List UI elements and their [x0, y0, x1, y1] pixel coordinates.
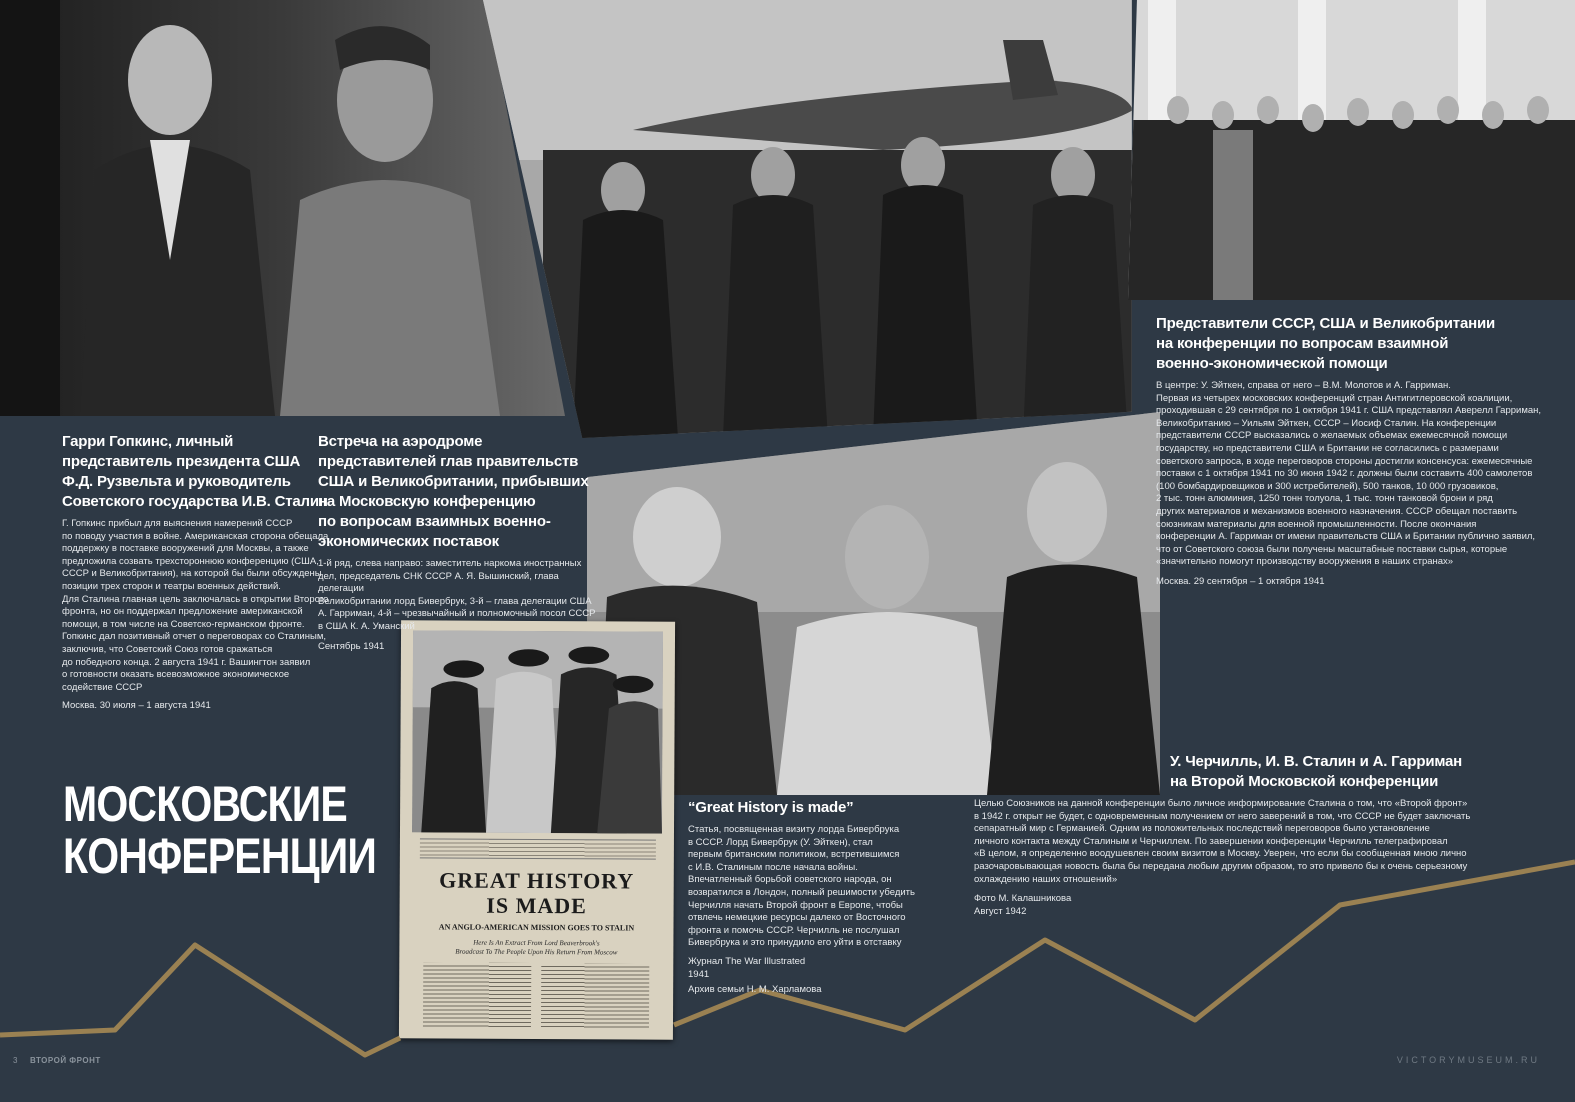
footer-section-label: ВТОРОЙ ФРОНТ — [30, 1056, 101, 1065]
photo-hopkins-stalin — [0, 0, 565, 416]
caption-group-lead: В центре: У. Эйткен, справа от него – В.М. Молотов и А. Гарриман. — [1156, 380, 1451, 391]
magazine-column-right — [541, 963, 649, 1030]
caption-hopkins — [62, 432, 332, 712]
footer-site-link[interactable]: VICTORYMUSEUM.RU — [1396, 1055, 1540, 1065]
caption-airfield-title: Встреча на аэродроме представителей глав правительств США и Великобритании, прибывших на Московскую конференцию по вопросам взаимных военно- экономических поставок — [318, 433, 589, 550]
caption-magazine-source-3: Архив семьи Н. М. Харламова — [688, 983, 822, 995]
magazine-subhead: AN ANGLO-AMERICAN MISSION GOES TO STALIN — [438, 922, 635, 933]
caption-hopkins-body: Г. Гопкинс прибыл для выяснения намерений СССР по поводу участия в войне. Американская сторона обещала поддержку в поставке вооружений для Москвы, а также предложила созвать трехстороннюю конференцию (США, СССР и Великобритания), на которой бы были обсуждены позиции трех сторон и театры военных действий. Для Сталина главная цель заключалась в открытии Второго фронта, но он поддержал предложение американской помощи, в том числе на Советско-германском фронте. Гопкинс дал позитивный отчет о переговорах со Сталиным, заключив, что Советский Союз готов сражаться до победного конца. 2 августа 1941 г. Вашингтон заявил о готовности оказать всевозможное экономическое содействие СССР — [62, 518, 329, 693]
magazine-tagline-2: Broadcast To The People Upon His Return From Moscow — [455, 947, 618, 957]
caption-churchill-credit: Фото М. Калашникова — [974, 893, 1072, 905]
caption-magazine — [688, 798, 928, 996]
photo-airfield — [483, 0, 1145, 438]
caption-magazine-body: Статья, посвященная визиту лорда Бивербрука в СССР. Лорд Бивербрук (У. Эйткен), стал первым британским политиком, встретившимся с И.В. Сталиным после начала войны. Впечатленный борьбой советского народа, он возвратился в Лондон, полный решимости убедить Черчилля начать Второй фронт в Европе, чтобы отвлечь немецкие ресурсы далеко от Восточного фронта и помочь СССР. Черчилль не послушал Бивербрука и это принудило его уйти в отставку — [688, 824, 915, 949]
page-title-line-2: КОНФЕРЕНЦИИ — [63, 828, 377, 884]
photo-group-delegates — [1128, 0, 1575, 300]
magazine-headline-1: GREAT HISTORY — [439, 867, 635, 894]
caption-group-date: Москва. 29 сентября – 1 октября 1941 — [1156, 575, 1325, 587]
magazine-headline-2: IS MADE — [486, 892, 587, 919]
caption-group — [1156, 314, 1556, 588]
caption-airfield-body: 1-й ряд, слева направо: заместитель наркома иностранных дел, председатель СНК СССР А. Я. Вышинский, глава делегации Великобритании лорд Бивербрук, 3-й – глава делегации США А. Гарриман, 4-й – чрезвычайный и полномочный посол СССР в США К. А. Уманский — [318, 558, 596, 632]
caption-churchill-title: У. Черчилль, И. В. Сталин и А. Гарриман на Второй Московской конференции — [1170, 753, 1463, 790]
magazine-column-left — [423, 962, 531, 1029]
caption-magazine-source-1: Журнал The War Illustrated — [688, 955, 806, 967]
caption-magazine-source-2: 1941 — [688, 968, 710, 980]
magazine-tagline-1: Here Is An Extract From Lord Beaverbrook's — [473, 938, 600, 948]
caption-group-title: Представители СССР, США и Великобритании на конференции по вопросам взаимной военно-экономической помощи — [1156, 315, 1495, 372]
caption-hopkins-title: Гарри Гопкинс, личный представитель президента США Ф.Д. Рузвельта и руководитель Советского государства И.В. Сталин — [62, 433, 328, 510]
caption-churchill — [974, 752, 1534, 918]
footer-page-number: 3 — [13, 1056, 18, 1065]
caption-hopkins-date: Москва. 30 июля – 1 августа 1941 — [62, 700, 211, 712]
caption-airfield-date: Сентябрь 1941 — [318, 640, 385, 652]
page-title — [63, 778, 463, 882]
caption-magazine-title: “Great History is made” — [688, 799, 854, 816]
caption-churchill-body: Целью Союзников на данной конференции было личное информирование Сталина о том, что «Второй фронт» в 1942 г. открыт не будет, с одновременным получением от него заверений в том, что СССР не будет заключать сепаратный мир с Германией. Одним из положительных последствий переговоров было установление личного контакта между Сталиным и Черчиллем. По завершении конференции Черчилль телеграфировал «В целом, я определенно воодушевлен своим визитом в Москву. Уверен, что если бы сообщенная мною лично разочаровывающая новость была бы передана любым другим образом, то это привело бы к очень серьезному охлаждению наших отношений» — [974, 798, 1471, 885]
caption-group-body: Первая из четырех московских конференций стран Антигитлеровской коалиции, проходившая с 29 сентября по 1 октября 1941 г. США представлял Аверелл Гарриман, Великобританию – Уильям Эйткен, СССР – Иосиф Сталин. На конференции представители СССР высказались о желаемых объемах ежемесячной помощи государству, но представители США и Британии не согласились с размерами советского запроса, в ходе переговоров стороны достигли консенсуса: ежемесячные поставки с 1 октября 1941 по 30 июня 1942 г. должны были составить 400 самолетов (100 бомбардировщиков и 300 истребителей), 500 танков, 10 000 грузовиков, 2 тыс. тонн алюминия, 1250 тонн толуола, 1 тыс. тонн танковой брони и ряд других материалов и механизмов военного назначения. СССР обещал поставить союзникам материалы для военной промышленности. После окончания конференции А. Гарриман от имени правительств США и Британии публично заявил, что от Советского союза были получены масштабные поставки сырья, которые «значительно помогут производству вооружения в наших странах» — [1156, 392, 1542, 568]
caption-churchill-date: Август 1942 — [974, 906, 1027, 918]
page-title-line-1: МОСКОВСКИЕ — [63, 776, 347, 832]
caption-airfield — [318, 432, 603, 653]
